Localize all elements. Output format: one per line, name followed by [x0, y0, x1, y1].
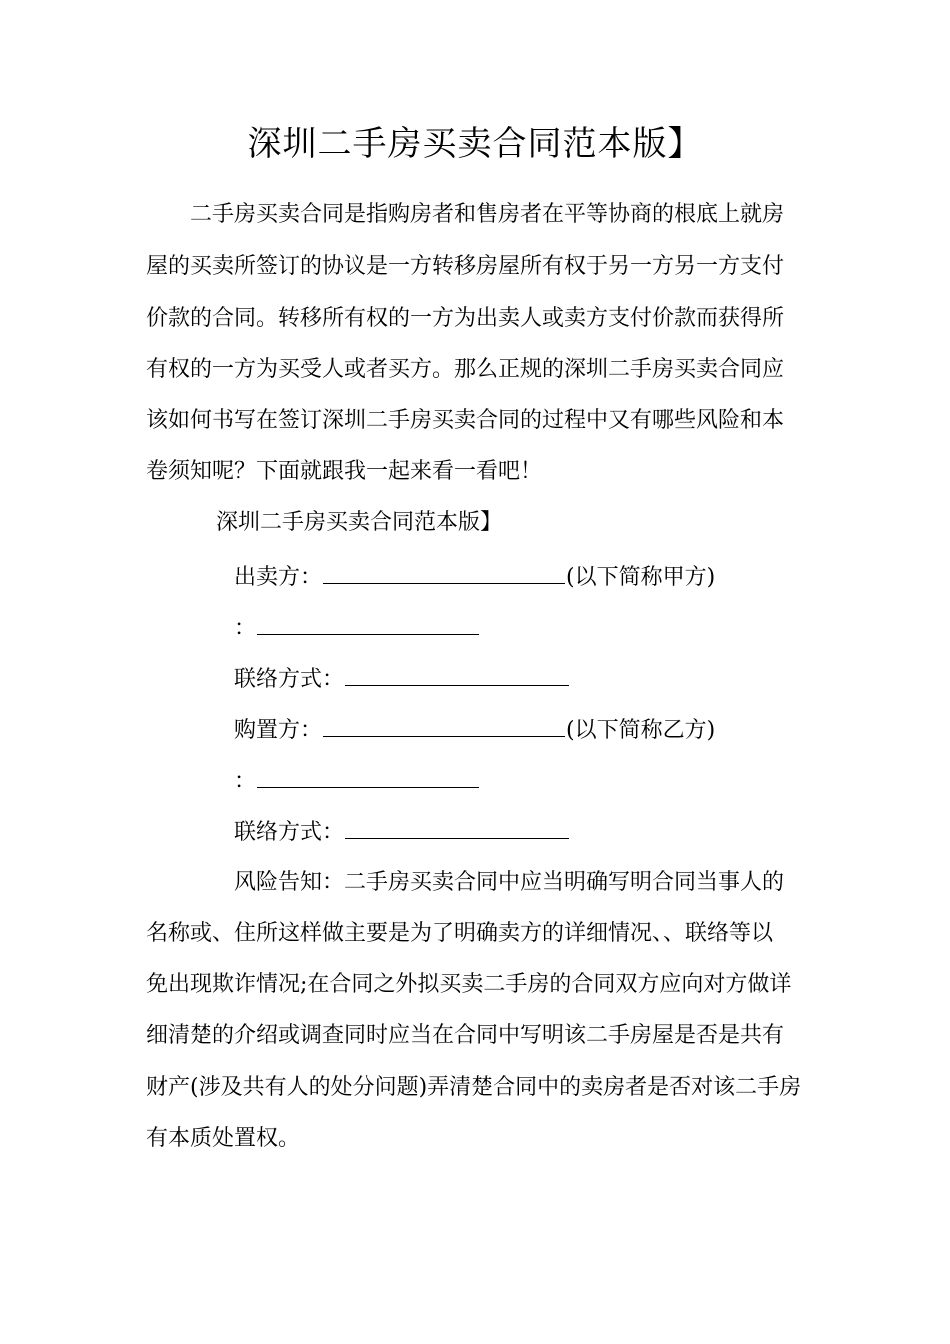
- risk-line: 细清楚的介绍或调查同时应当在合同中写明该二手房屋是否是共有: [146, 1023, 785, 1048]
- risk-line: 有本质处置权。: [146, 1126, 301, 1151]
- risk-line: 名称或、住所这样做主要是为了明确卖方的详细情况、、联络等以: [146, 921, 774, 946]
- intro-line: 该如何书写在签订深圳二手房买卖合同的过程中又有哪些风险和本: [146, 408, 785, 433]
- seller-colon: ：: [234, 616, 257, 641]
- seller-contact-row: [234, 663, 570, 695]
- buyer-contact-row: [234, 816, 570, 848]
- seller-contact-label: 联络方式：: [234, 667, 345, 692]
- subheading: 深圳二手房买卖合同范本版】: [216, 510, 503, 535]
- risk-line: 财产(涉及共有人的处分问题)弄清楚合同中的卖房者是否对该二手房: [146, 1075, 802, 1100]
- risk-line: 免出现欺诈情况;在合同之外拟买卖二手房的合同双方应向对方做详: [146, 972, 792, 997]
- seller-contact-blank: [345, 663, 569, 686]
- seller-row: [234, 561, 715, 593]
- seller-extra-row: [234, 612, 480, 644]
- intro-line: 有权的一方为买受人或者买方。那么正规的深圳二手房买卖合同应: [146, 357, 785, 382]
- risk-line: 风险告知：二手房买卖合同中应当明确写明合同当事人的: [234, 870, 785, 895]
- buyer-contact-label: 联络方式：: [234, 820, 345, 845]
- seller-extra-blank: [257, 612, 479, 635]
- seller-label: 出卖方：: [234, 565, 323, 590]
- buyer-row: [234, 714, 715, 746]
- buyer-suffix: (以下简称乙方): [566, 718, 716, 743]
- seller-name-blank: [323, 561, 565, 584]
- document-title: 深圳二手房买卖合同范本版】: [247, 124, 703, 164]
- buyer-extra-blank: [257, 765, 479, 788]
- buyer-colon: ：: [234, 769, 257, 794]
- intro-line: 屋的买卖所签订的协议是一方转移房屋所有权于另一方另一方支付: [146, 254, 785, 279]
- intro-line: 卷须知呢？下面就跟我一起来看一看吧！: [146, 459, 543, 484]
- intro-line: 价款的合同。转移所有权的一方为出卖人或卖方支付价款而获得所: [146, 306, 785, 331]
- buyer-label: 购置方：: [234, 718, 323, 743]
- seller-suffix: (以下简称甲方): [566, 565, 716, 590]
- buyer-contact-blank: [345, 816, 569, 839]
- buyer-name-blank: [323, 714, 565, 737]
- intro-line: 二手房买卖合同是指购房者和售房者在平等协商的根底上就房: [190, 202, 785, 227]
- buyer-extra-row: [234, 765, 480, 797]
